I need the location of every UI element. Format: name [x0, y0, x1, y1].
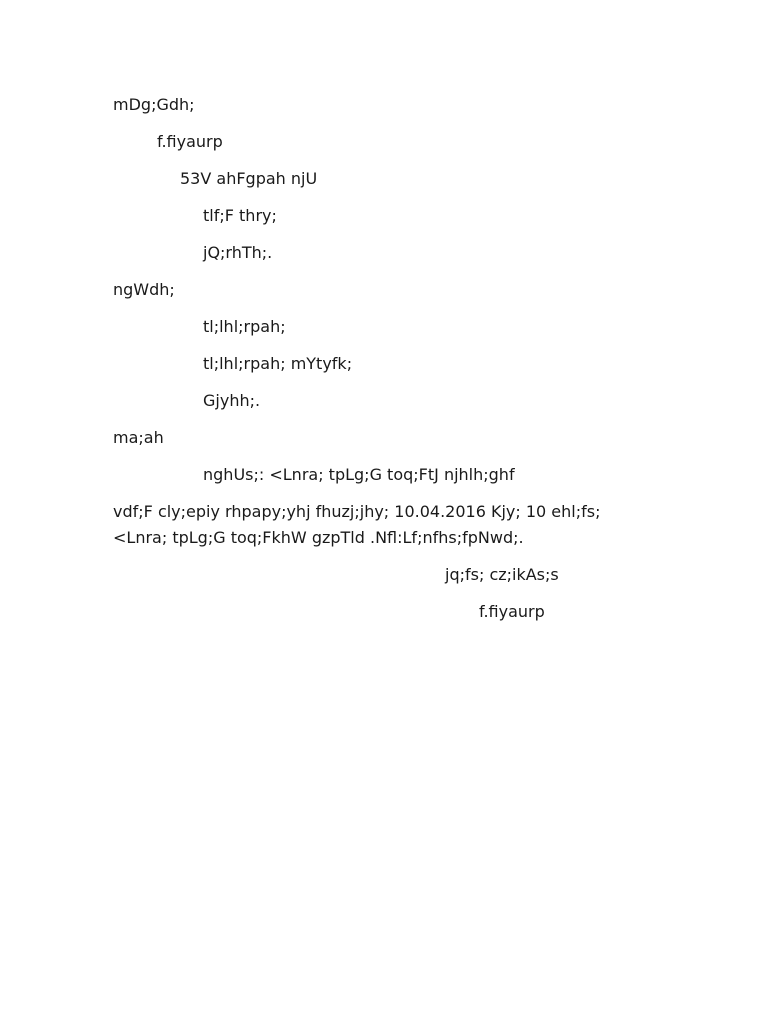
subject-line: nghUs;: <Lnra; tpLg;G toq;FtJ njhlh;ghf — [203, 465, 515, 484]
sender-address-line: jQ;rhTh;. — [203, 243, 273, 262]
sender-address-line: 53V ahFgpah njU — [180, 169, 318, 188]
recipient-line: tl;lhl;rpah; mYtyfk; — [203, 354, 353, 373]
closing-line: jq;fs; cz;ikAs;s — [445, 565, 559, 584]
body-line: <Lnra; tpLg;G toq;FkhW gzpTld .Nfl:Lf;nfhs;fpNwd;. — [113, 528, 524, 547]
recipient-line: Gjyhh;. — [203, 391, 261, 410]
recipient-line: tl;lhl;rpah; — [203, 317, 286, 336]
salutation: ma;ah — [113, 428, 164, 447]
sender-label: mDg;Gdh; — [113, 95, 195, 114]
sender-address-line: tlf;F thry; — [203, 206, 277, 225]
sender-name: f.fiyaurp — [157, 132, 223, 151]
recipient-label: ngWdh; — [113, 280, 175, 299]
body-line: vdf;F cly;epiy rhpapy;yhj fhuzj;jhy; 10.04.2016 Kjy; 10 ehl;fs; — [113, 502, 601, 521]
signature-name: f.fiyaurp — [479, 602, 545, 621]
